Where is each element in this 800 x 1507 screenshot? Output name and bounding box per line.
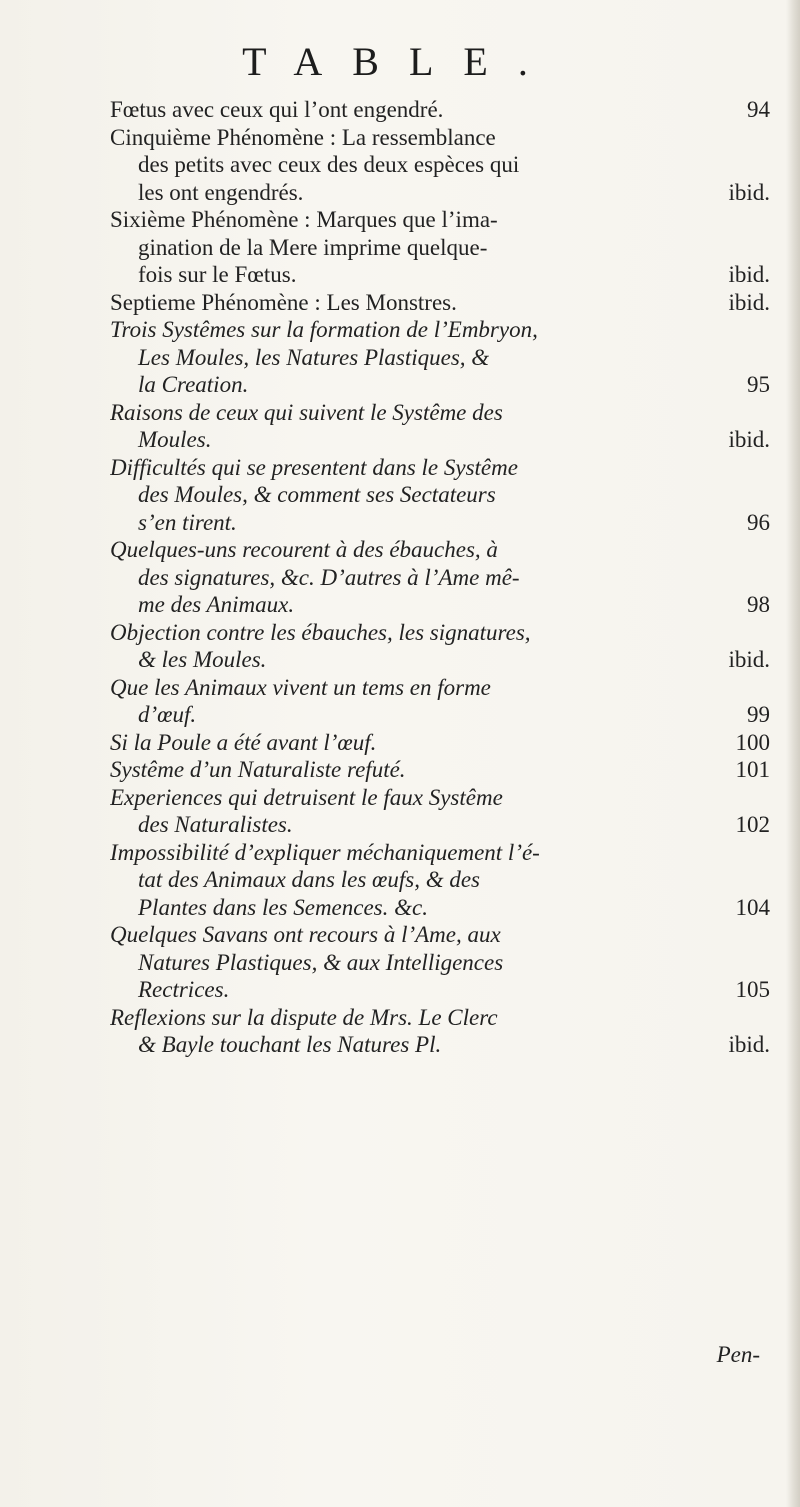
toc-entry-line: Systême d’un Naturaliste refuté. [110, 757, 406, 782]
toc-entry-line: tat des Animaux dans les œufs, & des [138, 867, 481, 892]
toc-entry-line: & Bayle touchant les Natures Pl. [138, 1032, 442, 1057]
toc-entry-line: Que les Animaux vivent un tems en forme [110, 674, 491, 700]
toc-entry-line: d’œuf. [138, 702, 197, 727]
toc-entry-line: Objection contre les ébauches, les signatures, [110, 619, 531, 645]
toc-entry-line: Plantes dans les Semences. &c. [138, 894, 428, 920]
toc-entry-line: & les Moules. [138, 647, 267, 672]
toc-entry-line: Impossibilité d’expliquer méchaniquement l’é- [110, 839, 540, 865]
toc-entry-line: Raisons de ceux qui suivent le Systême des [110, 399, 503, 425]
toc-entry-line: Experiences qui detruisent le faux Systême [110, 784, 503, 810]
toc-entry-line: Sixième Phénomène : Marques que l’ima- [110, 207, 498, 232]
toc-entry [110, 206, 770, 289]
toc-entry [110, 784, 770, 839]
toc-entry-line: Cinquième Phénomène : La ressemblance [110, 124, 496, 150]
toc-entry [110, 289, 770, 317]
toc-page-number: ibid. [728, 262, 770, 287]
toc-entry-line: Fœtus avec ceux qui l’ont engendré. [110, 97, 444, 122]
page-edge-shadow [786, 0, 800, 1507]
toc-page-number: 104 [735, 894, 770, 920]
toc-entry [110, 96, 770, 124]
toc-entry-line: Natures Plastiques, & aux Intelligences [138, 949, 504, 975]
toc-page-number: 95 [747, 372, 770, 397]
toc-entry-line: gination de la Mere imprime quelque- [138, 234, 488, 260]
toc-entry-line: des Moules, & comment ses Sectateurs [138, 482, 496, 507]
toc-entry-line: Les Moules, les Natures Plastiques, & [138, 344, 490, 370]
page-title: TABLE. [242, 39, 558, 84]
toc-entry-line: des signatures, &c. D’autres à l’Ame mê- [138, 564, 520, 590]
toc-entry [110, 1004, 770, 1059]
toc-entry-line: fois sur le Fœtus. [138, 262, 297, 287]
toc-page-number: ibid. [728, 289, 770, 315]
toc-page-number: 100 [735, 729, 770, 755]
toc-entry-line: Moules. [138, 427, 212, 452]
toc-page-number: 102 [735, 812, 770, 837]
toc-entry-line: Si la Poule a été avant l’œuf. [110, 729, 377, 755]
toc-entry [110, 756, 770, 784]
toc-page-number: 99 [747, 702, 770, 727]
toc-entry [110, 316, 770, 399]
toc-page-number: 94 [747, 97, 770, 122]
toc-entry [110, 839, 770, 922]
toc-entry-line: la Creation. [138, 372, 249, 397]
toc-entry [110, 729, 770, 757]
toc-entry-line: Reflexions sur la dispute de Mrs. Le Clerc [110, 1004, 498, 1030]
toc-entry-line: des Naturalistes. [138, 812, 293, 837]
toc-entry-line: les ont engendrés. [138, 179, 304, 205]
toc-entry-line: Quelques Savans ont recours à l’Ame, aux [110, 922, 501, 947]
toc-page-number: ibid. [728, 179, 770, 205]
catchword: Pen- [716, 1342, 760, 1367]
toc-entry [110, 921, 770, 1004]
toc-entry [110, 674, 770, 729]
toc-page-number: ibid. [728, 647, 770, 672]
toc-entry-line: Septieme Phénomène : Les Monstres. [110, 289, 457, 315]
toc-entry-line: Trois Systêmes sur la formation de l’Embryon, [110, 317, 538, 342]
toc-page-number: 98 [747, 592, 770, 617]
toc-page-number: ibid. [728, 1032, 770, 1057]
toc-entry [110, 124, 770, 207]
toc-page-number: ibid. [728, 427, 770, 452]
toc-entry [110, 536, 770, 619]
toc-page-number: 96 [747, 509, 770, 535]
toc-page-number: 101 [735, 757, 770, 782]
toc-entry [110, 619, 770, 674]
toc-entry-line: Rectrices. [138, 977, 230, 1002]
table-of-contents [110, 96, 770, 1059]
toc-entry-line: s’en tirent. [138, 509, 237, 535]
toc-entry-line: Quelques-uns recourent à des ébauches, à [110, 537, 498, 562]
toc-entry-line: des petits avec ceux des deux espèces qui [138, 152, 520, 177]
toc-page-number: 105 [735, 977, 770, 1002]
toc-entry [110, 399, 770, 454]
toc-entry [110, 454, 770, 537]
toc-entry-line: Difficultés qui se presentent dans le Systême [110, 454, 518, 480]
toc-entry-line: me des Animaux. [138, 592, 295, 617]
